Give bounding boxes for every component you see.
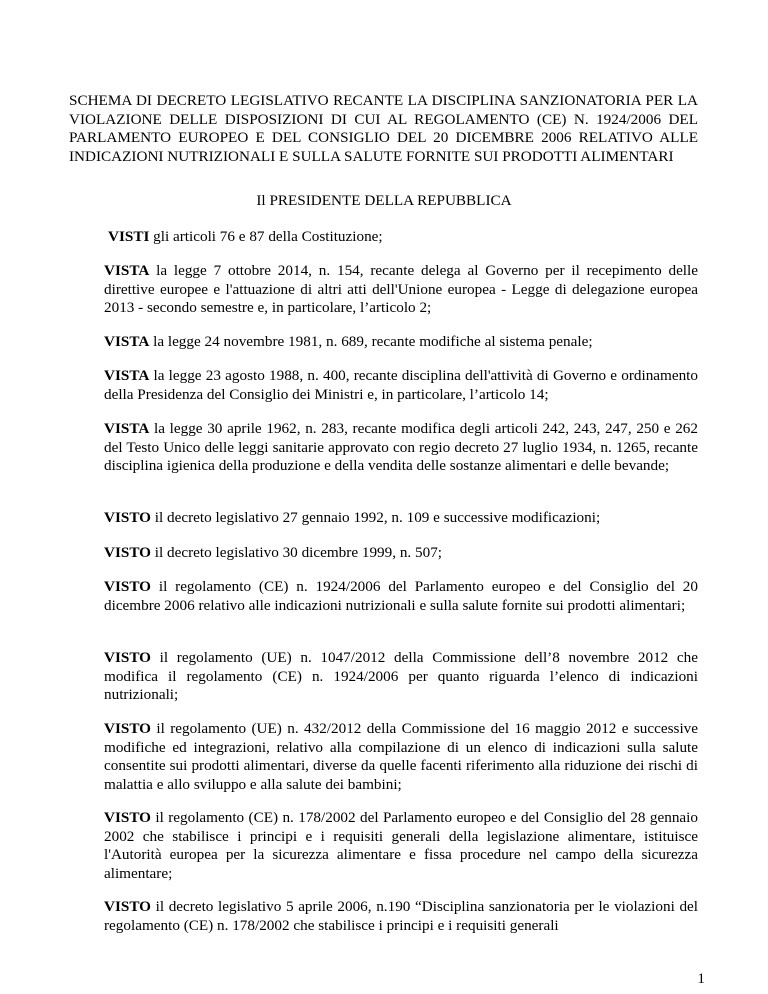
paragraph-text: gli articoli 76 e 87 della Costituzione; [149,228,383,245]
paragraph-lead: VISTO [104,544,151,561]
paragraph-lead: VISTO [104,509,151,526]
paragraph-text: il decreto legislativo 30 dicembre 1999, n. 507; [151,544,443,561]
paragraph-text: il regolamento (CE) n. 1924/2006 del Parlamento europeo e del Consiglio del 20 dicembre 2006 relativo alle indicazioni nutrizionali e sulla salute fornite sui prodotti alimentari; [104,578,698,614]
paragraph-text: il regolamento (UE) n. 1047/2012 della Commissione dell’8 novembre 2012 che modifica il regolamento (CE) n. 1924/2006 per quanto riguarda l’elenco di indicazioni nutrizionali; [104,649,698,704]
paragraph-text: il decreto legislativo 27 gennaio 1992, n. 109 e successive modificazioni; [151,509,601,526]
paragraph-visto-reg-1924 [104,578,698,615]
paragraph-vista-legge-283 [104,420,698,476]
paragraph-vista-legge-154 [104,262,698,318]
paragraph-vista-legge-400 [104,367,698,404]
paragraph-visto-dlgs-190 [104,898,698,935]
paragraph-text: la legge 23 agosto 1988, n. 400, recante disciplina dell'attività di Governo e ordinamento della Presidenza del Consiglio dei Ministri e, in particolare, l’articolo 14; [104,367,698,403]
paragraph-visto-dlgs-507 [104,544,698,563]
paragraph-visto-reg-178 [104,809,698,883]
paragraph-visto-reg-432 [104,720,698,794]
paragraph-lead: VISTA [104,333,150,350]
paragraph-lead: VISTA [104,420,150,437]
paragraph-visto-reg-1047 [104,649,698,705]
paragraph-visti [108,228,702,247]
paragraph-lead: VISTO [104,809,151,826]
paragraph-lead: VISTO [104,720,151,737]
paragraph-text: la legge 24 novembre 1981, n. 689, recante modifiche al sistema penale; [149,333,593,350]
document-title: SCHEMA DI DECRETO LEGISLATIVO RECANTE LA DISCIPLINA SANZIONATORIA PER LA VIOLAZIONE DELLE DISPOSIZIONI DI CUI AL REGOLAMENTO (CE) N. 1924/2006 DEL PARLAMENTO EUROPEO E DEL CONSIGLIO DEL 20 DICEMBRE 2006 RELATIVO ALLE INDICAZIONI NUTRIZIONALI E SULLA SALUTE FORNITE SUI PRODOTTI ALIMENTARI [69,92,698,165]
president-heading [0,192,768,211]
paragraph-visto-dlgs-109 [104,509,698,528]
page-number: 1 [697,970,705,987]
paragraph-text: il regolamento (CE) n. 178/2002 del Parlamento europeo e del Consiglio del 28 gennaio 2002 che stabilisce i principi e i requisiti generali della legislazione alimentare, istituisce l'Autorità europea per la sicurezza alimentare e fissa procedure nel campo della sicurezza alimentare; [104,809,698,882]
paragraph-vista-legge-689 [104,333,698,352]
paragraph-lead: VISTO [104,649,151,666]
paragraph-text: la legge 30 aprile 1962, n. 283, recante modifica degli articoli 242, 243, 247, 250 e 262 del Testo Unico delle leggi sanitarie approvato con regio decreto 27 luglio 1934, n. 1265, recante disciplina igienica della produzione e della vendita delle sostanze alimentari e delle bevande; [104,420,698,475]
paragraph-lead: VISTO [104,578,151,595]
paragraph-lead: VISTA [104,262,150,279]
paragraph-lead: VISTA [104,367,150,384]
paragraph-text: la legge 7 ottobre 2014, n. 154, recante delega al Governo per il recepimento delle direttive europee e l'attuazione di altri atti dell'Unione europea - Legge di delegazione europea 2013 - secondo semestre e, in particolare, l’articolo 2; [104,262,698,317]
paragraph-text: il decreto legislativo 5 aprile 2006, n.190 “Disciplina sanzionatoria per le violazioni del regolamento (CE) n. 178/2002 che stabilisce i principi e i requisiti generali [104,898,698,934]
paragraph-lead: VISTO [104,898,151,915]
paragraph-text: il regolamento (UE) n. 432/2012 della Commissione del 16 maggio 2012 e successive modifiche ed integrazioni, relativo alla compilazione di un elenco di indicazioni sulla salute consentite sui prodotti alimentari, diverse da quelle facenti riferimento alla riduzione dei rischi di malattia e allo sviluppo e alla salute dei bambini; [104,720,698,793]
president-heading-text: Il PRESIDENTE DELLA REPUBBLICA [256,192,512,209]
paragraph-lead: VISTI [108,228,150,245]
